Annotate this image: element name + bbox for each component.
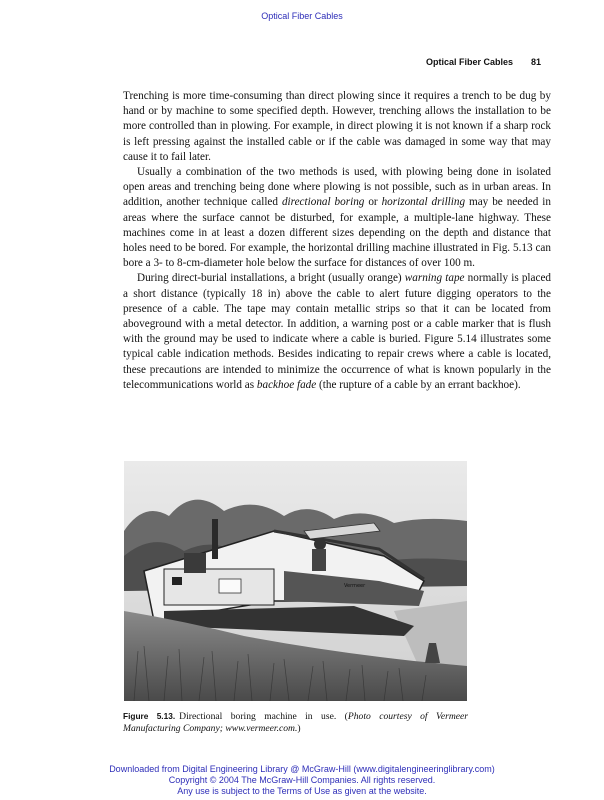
paragraph-2-text-b: or bbox=[364, 196, 382, 209]
term-backhoe-fade: backhoe fade bbox=[256, 378, 317, 391]
figure-photo bbox=[124, 461, 467, 701]
body-text bbox=[123, 89, 551, 393]
paragraph-3-text-c: (the rupture of a cable by an errant backhoe). bbox=[316, 378, 521, 391]
boring-machine-photo bbox=[124, 461, 467, 701]
footer-copyright: Copyright © 2004 The McGraw-Hill Companies. All rights reserved. bbox=[168, 775, 436, 785]
paragraph-3 bbox=[123, 271, 551, 393]
machine-brand-label: Vermeer bbox=[344, 583, 366, 589]
footer-download-link[interactable]: Downloaded from Digital Engineering Library @ McGraw-Hill (www.digitalengineeringlibrary.com) bbox=[109, 764, 495, 774]
running-title: Optical Fiber Cables bbox=[425, 57, 513, 67]
paragraph-2-text-c: may be needed in areas where the surface cannot be disturbed, for example, a multiple-lane highway. These machines come in at least a dozen different sizes depending on the depth and distance that holes need to be bored. For example, the horizontal drilling machine illustrated in Fig. 5.13 can bore a 3- to 8-cm-diameter hole below the surface for distances of over 100 m. bbox=[123, 196, 551, 270]
figure-label: Figure 5.13. bbox=[123, 711, 176, 721]
running-header bbox=[426, 57, 541, 67]
term-directional-boring: directional boring bbox=[281, 196, 365, 209]
term-horizontal-drilling: horizontal drilling bbox=[381, 196, 466, 209]
paragraph-2-text-a: Usually a combination of the two methods is used, with plowing being done in isolated open areas and trenching being done where plowing is not possible, such as in urban areas. In addition, another technique called bbox=[123, 166, 551, 209]
footer-terms-link[interactable]: Any use is subject to the Terms of Use as given at the website. bbox=[177, 786, 427, 796]
footer bbox=[0, 764, 604, 797]
paragraph-3-text-b: normally is placed a short distance (typically 18 in) above the cable to alert future digging operators to the presence of a cable. The tape may contain metallic strips so that it can be located from aboveground with a metal detector. In addition, a warning post or a cable marker that is flush with the ground may be used to indicate where a cable is buried. Figure 5.14 illustrates some typical cable indication methods. Besides indicating to repair crews where a cable is located, these precautions are intended to minimize the occurrence of what is known popularly in the telecommunications world as bbox=[123, 272, 552, 391]
caption-end: ) bbox=[297, 723, 301, 734]
figure-caption bbox=[123, 710, 468, 735]
top-title-link[interactable]: Optical Fiber Cables bbox=[261, 11, 343, 21]
paragraph-1: Trenching is more time-consuming than direct plowing since it requires a trench to be dug by hand or by machine to some specified depth. However, trenching allows the installation to be more controlled than in plowing. For example, in direct plowing it is not known if a sharp rock is left pressing against the installed cable or if the cable was damaged in some way that may cause it to fail later. bbox=[123, 90, 551, 163]
term-warning-tape: warning tape bbox=[404, 272, 465, 285]
caption-text: Directional boring machine in use. ( bbox=[179, 711, 348, 722]
paragraph-3-text-a: During direct-burial installations, a bright (usually orange) bbox=[137, 272, 405, 285]
page-number: 81 bbox=[530, 57, 541, 67]
paragraph-2 bbox=[123, 165, 551, 271]
caption-credit: Photo courtesy of Vermeer Manufacturing Company; www.vermeer.com. bbox=[123, 711, 468, 734]
